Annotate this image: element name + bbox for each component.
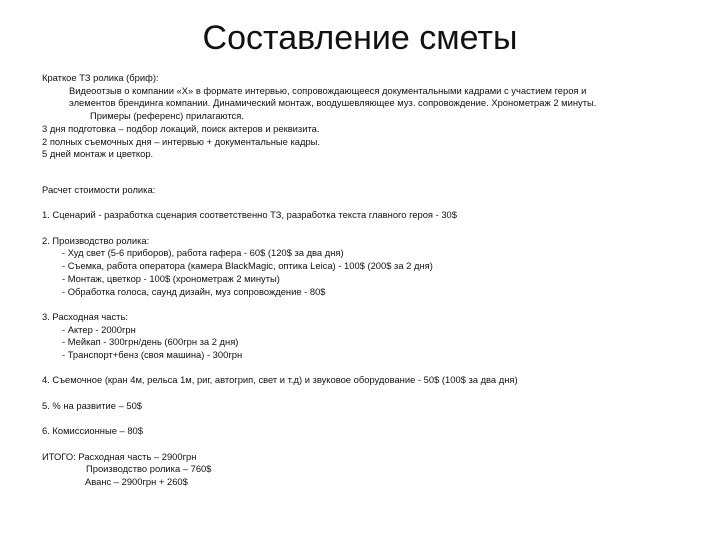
spacer <box>42 161 682 184</box>
calc-item-production-line: - Худ свет (5-6 приборов), работа гафера - 60$ (120$ за два дня) <box>62 247 344 259</box>
calc-item-expenses-line: - Транспорт+бенз (своя машина) - 300грн <box>62 349 243 361</box>
total-line: Производство ролика – 760$ <box>86 463 212 475</box>
brief-heading: Краткое ТЗ ролика (бриф): <box>42 72 159 83</box>
calc-item-expenses-title: 3. Расходная часть: <box>42 310 128 322</box>
brief-description-line: Примеры (референс) прилагаются. <box>90 110 244 122</box>
calc-item-script: 1. Сценарий - разработка сценария соответственно ТЗ, разработка текста главного героя - 30$ <box>42 209 457 221</box>
calc-item-production-line: - Обработка голоса, саунд дизайн, муз сопровождение - 80$ <box>62 285 326 297</box>
schedule-line: 3 дня подготовка – подбор локаций, поиск актеров и реквизита. <box>42 122 320 134</box>
calc-heading: Расчет стоимости ролика: <box>42 183 156 195</box>
calc-item-production-title: 2. Производство ролика: <box>42 234 150 246</box>
calc-item-production-line: - Съемка, работа оператора (камера BlackMagic, оптика Leica) - 100$ (200$ за 2 дня) <box>62 260 433 272</box>
spacer <box>42 222 682 235</box>
spacer <box>42 362 682 375</box>
spacer <box>42 413 682 426</box>
brief-description-line: элементов брендинга компании. Динамический монтаж, воодушевляющее муз. сопровождение. Хронометраж 2 минуты. <box>69 97 597 109</box>
calc-item-production-line: - Монтаж, цветкор - 100$ (хронометраж 2 минуты) <box>62 272 280 284</box>
spacer <box>42 438 682 451</box>
calc-item-development: 5. % на развитие – 50$ <box>42 399 143 411</box>
brief-description-line: Видеоотзыв о компании «Х» в формате интервью, сопровождающееся документальными кадрами с участием героя и <box>69 84 587 96</box>
calc-item-expenses-line: - Актер - 2000грн <box>62 323 136 335</box>
calc-item-expenses-line: - Мейкап - 300грн/день (600грн за 2 дня) <box>62 336 239 348</box>
slide-title: Составление сметы <box>202 19 518 57</box>
slide-content <box>42 72 682 489</box>
calc-item-commission: 6. Комиссионные – 80$ <box>42 425 143 437</box>
spacer <box>42 197 682 210</box>
calc-item-equipment: 4. Съемочное (кран 4м, рельса 1м, риг, автогрип, свет и т.д) и звуковое оборудование - 50$ (100$ за два дня) <box>42 374 518 386</box>
schedule-line: 2 полных съемочных дня – интервью + документальные кадры. <box>42 135 320 147</box>
spacer <box>42 387 682 400</box>
spacer <box>42 298 682 311</box>
schedule-line: 5 дней монтаж и цветкор. <box>42 148 154 160</box>
total-line: ИТОГО: Расходная часть – 2900грн <box>42 450 197 462</box>
total-line: Аванс – 2900грн + 260$ <box>85 475 188 487</box>
